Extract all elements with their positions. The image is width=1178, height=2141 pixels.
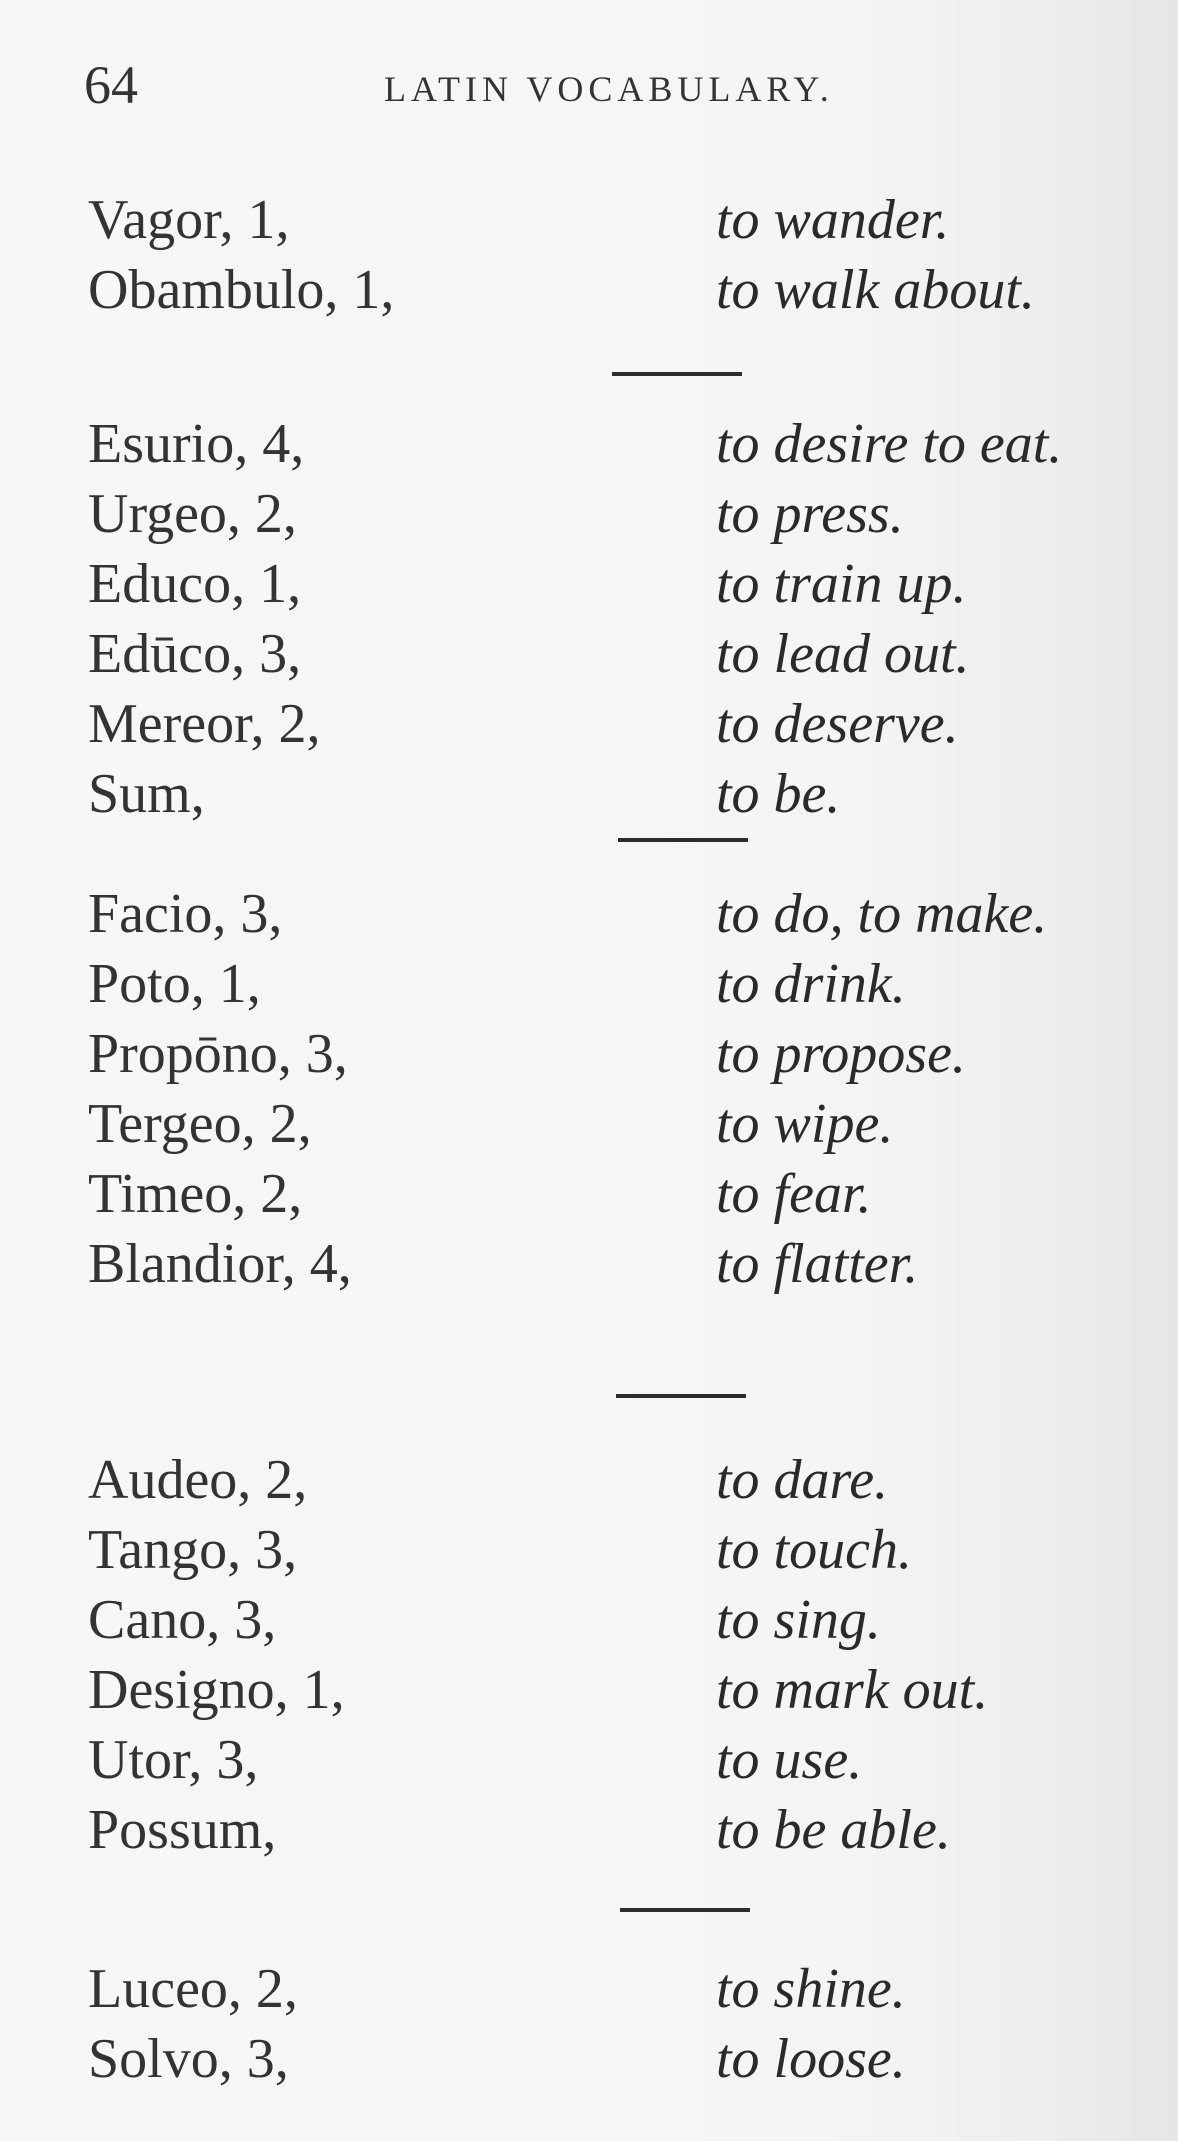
vocabulary-entry: [0, 188, 1178, 258]
vocabulary-entry: [0, 1658, 1178, 1728]
latin-word: Mereor, 2,: [88, 693, 321, 755]
latin-word: Facio, 3,: [88, 883, 283, 945]
latin-word: Possum,: [88, 1799, 277, 1861]
english-meaning: to propose.: [716, 1023, 966, 1085]
vocabulary-entry: [0, 882, 1178, 952]
latin-word: Vagor, 1,: [88, 189, 290, 251]
latin-word: Sum,: [88, 763, 205, 825]
section-divider: [620, 1908, 750, 1912]
english-meaning: to do, to make.: [716, 883, 1048, 945]
vocabulary-entry: [0, 692, 1178, 762]
vocabulary-entry: [0, 1232, 1178, 1302]
page-number: 64: [84, 55, 138, 115]
vocabulary-entry: [0, 1728, 1178, 1798]
english-meaning: to use.: [716, 1729, 863, 1791]
vocabulary-entry: [0, 1448, 1178, 1518]
section-divider: [612, 372, 742, 376]
english-meaning: to press.: [716, 483, 904, 545]
vocabulary-entry: [0, 762, 1178, 832]
vocabulary-entry: [0, 1092, 1178, 1162]
running-head: LATIN VOCABULARY.: [384, 69, 834, 109]
latin-word: Solvo, 3,: [88, 2028, 289, 2090]
vocabulary-entry: [0, 1162, 1178, 1232]
latin-word: Blandior, 4,: [88, 1233, 352, 1295]
latin-word: Obambulo, 1,: [88, 259, 395, 321]
vocabulary-group: [0, 882, 1178, 1302]
english-meaning: to drink.: [716, 953, 906, 1015]
vocabulary-group: [0, 1448, 1178, 1868]
english-meaning: to touch.: [716, 1519, 912, 1581]
vocabulary-entry: [0, 412, 1178, 482]
vocabulary-entry: [0, 2027, 1178, 2097]
english-meaning: to shine.: [716, 1958, 906, 2020]
latin-word: Designo, 1,: [88, 1659, 345, 1721]
vocabulary-entry: [0, 1022, 1178, 1092]
vocabulary-entry: [0, 1798, 1178, 1868]
english-meaning: to be.: [716, 763, 841, 825]
vocabulary-entry: [0, 1588, 1178, 1658]
english-meaning: to train up.: [716, 553, 967, 615]
vocabulary-group: [0, 412, 1178, 832]
english-meaning: to fear.: [716, 1163, 872, 1225]
latin-word: Luceo, 2,: [88, 1958, 298, 2020]
latin-word: Educo, 1,: [88, 553, 302, 615]
vocabulary-entry: [0, 622, 1178, 692]
latin-word: Timeo, 2,: [88, 1163, 303, 1225]
page-header: [84, 54, 1084, 124]
english-meaning: to be able.: [716, 1799, 951, 1861]
vocabulary-entry: [0, 952, 1178, 1022]
english-meaning: to dare.: [716, 1449, 889, 1511]
english-meaning: to walk about.: [716, 259, 1035, 321]
vocabulary-entry: [0, 552, 1178, 622]
latin-word: Edūco, 3,: [88, 623, 302, 685]
english-meaning: to loose.: [716, 2028, 906, 2090]
latin-word: Cano, 3,: [88, 1589, 277, 1651]
section-divider: [616, 1394, 746, 1398]
vocabulary-entry: [0, 482, 1178, 552]
latin-word: Utor, 3,: [88, 1729, 259, 1791]
latin-word: Esurio, 4,: [88, 413, 305, 475]
english-meaning: to wander.: [716, 189, 950, 251]
latin-word: Urgeo, 2,: [88, 483, 297, 545]
vocabulary-entry: [0, 1518, 1178, 1588]
english-meaning: to sing.: [716, 1589, 881, 1651]
english-meaning: to deserve.: [716, 693, 959, 755]
vocabulary-entry: [0, 258, 1178, 328]
latin-word: Propōno, 3,: [88, 1023, 348, 1085]
latin-word: Audeo, 2,: [88, 1449, 308, 1511]
vocabulary-group: [0, 1957, 1178, 2097]
english-meaning: to flatter.: [716, 1233, 919, 1295]
latin-word: Tango, 3,: [88, 1519, 298, 1581]
english-meaning: to wipe.: [716, 1093, 894, 1155]
vocabulary-group: [0, 188, 1178, 328]
english-meaning: to desire to eat.: [716, 413, 1063, 475]
latin-word: Poto, 1,: [88, 953, 261, 1015]
section-divider: [618, 838, 748, 842]
vocabulary-entry: [0, 1957, 1178, 2027]
english-meaning: to lead out.: [716, 623, 970, 685]
latin-word: Tergeo, 2,: [88, 1093, 312, 1155]
english-meaning: to mark out.: [716, 1659, 989, 1721]
